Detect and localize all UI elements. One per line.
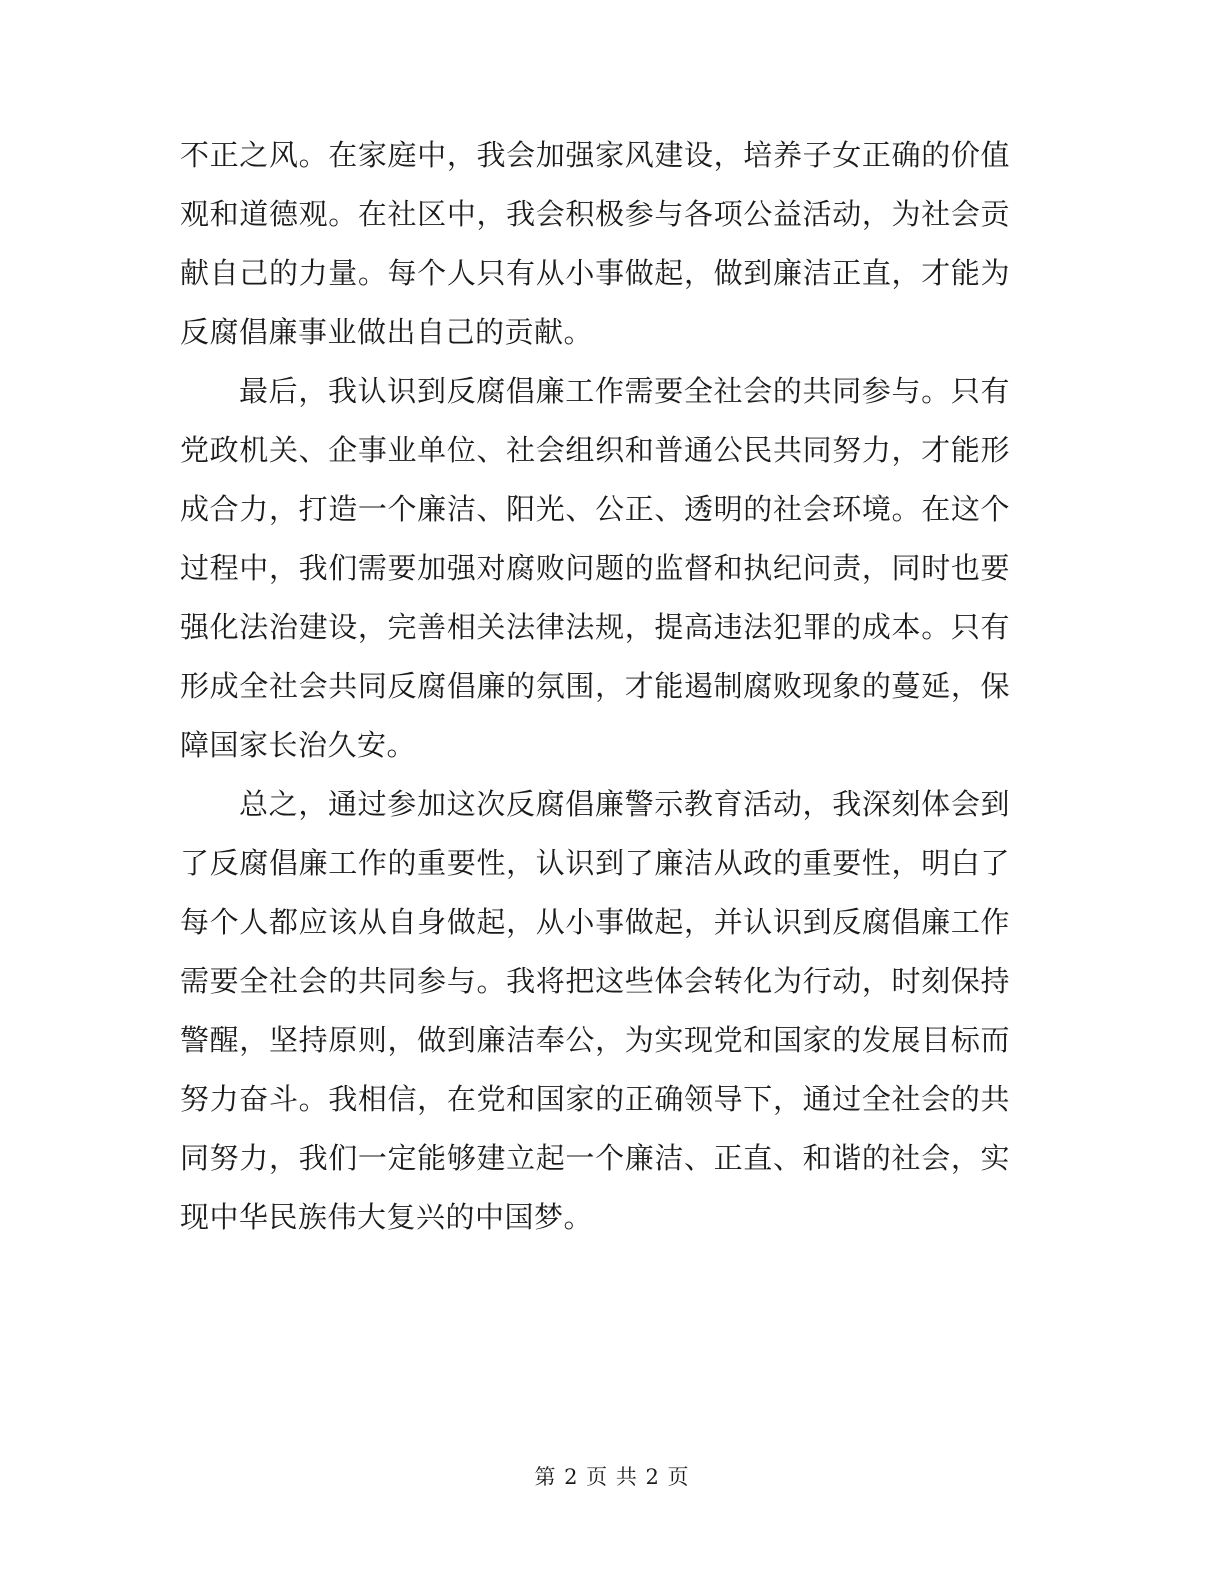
paragraph-continuation: 不正之风。在家庭中，我会加强家风建设，培养子女正确的价值观和道德观。在社区中，我会积极参与各项公益活动，为社会贡献自己的力量。每个人只有从小事做起，做到廉洁正直，才能为反腐倡廉事业做出自己的贡献。 xyxy=(180,138,1010,349)
paragraph-conclusion: 总之，通过参加这次反腐倡廉警示教育活动，我深刻体会到了反腐倡廉工作的重要性，认识到了廉洁从政的重要性，明白了每个人都应该从自身做起，从小事做起，并认识到反腐倡廉工作需要全社会的共同参与。我将把这些体会转化为行动，时刻保持警醒，坚持原则，做到廉洁奉公，为实现党和国家的发展目标而努力奋斗。我相信，在党和国家的正确领导下，通过全社会的共同努力，我们一定能够建立起一个廉洁、正直、和谐的社会，实现中华民族伟大复兴的中国梦。 xyxy=(180,787,1010,1234)
paragraph-finally: 最后，我认识到反腐倡廉工作需要全社会的共同参与。只有党政机关、企事业单位、社会组织和普通公民共同努力，才能形成合力，打造一个廉洁、阳光、公正、透明的社会环境。在这个过程中，我们需要加强对腐败问题的监督和执纪问责，同时也要强化法治建设，完善相关法律法规，提高违法犯罪的成本。只有形成全社会共同反腐倡廉的氛围，才能遏制腐败现象的蔓延，保障国家长治久安。 xyxy=(180,374,1010,762)
page-footer: 第 2 页 共 2 页 xyxy=(534,1465,690,1489)
document-body xyxy=(180,126,1010,1247)
